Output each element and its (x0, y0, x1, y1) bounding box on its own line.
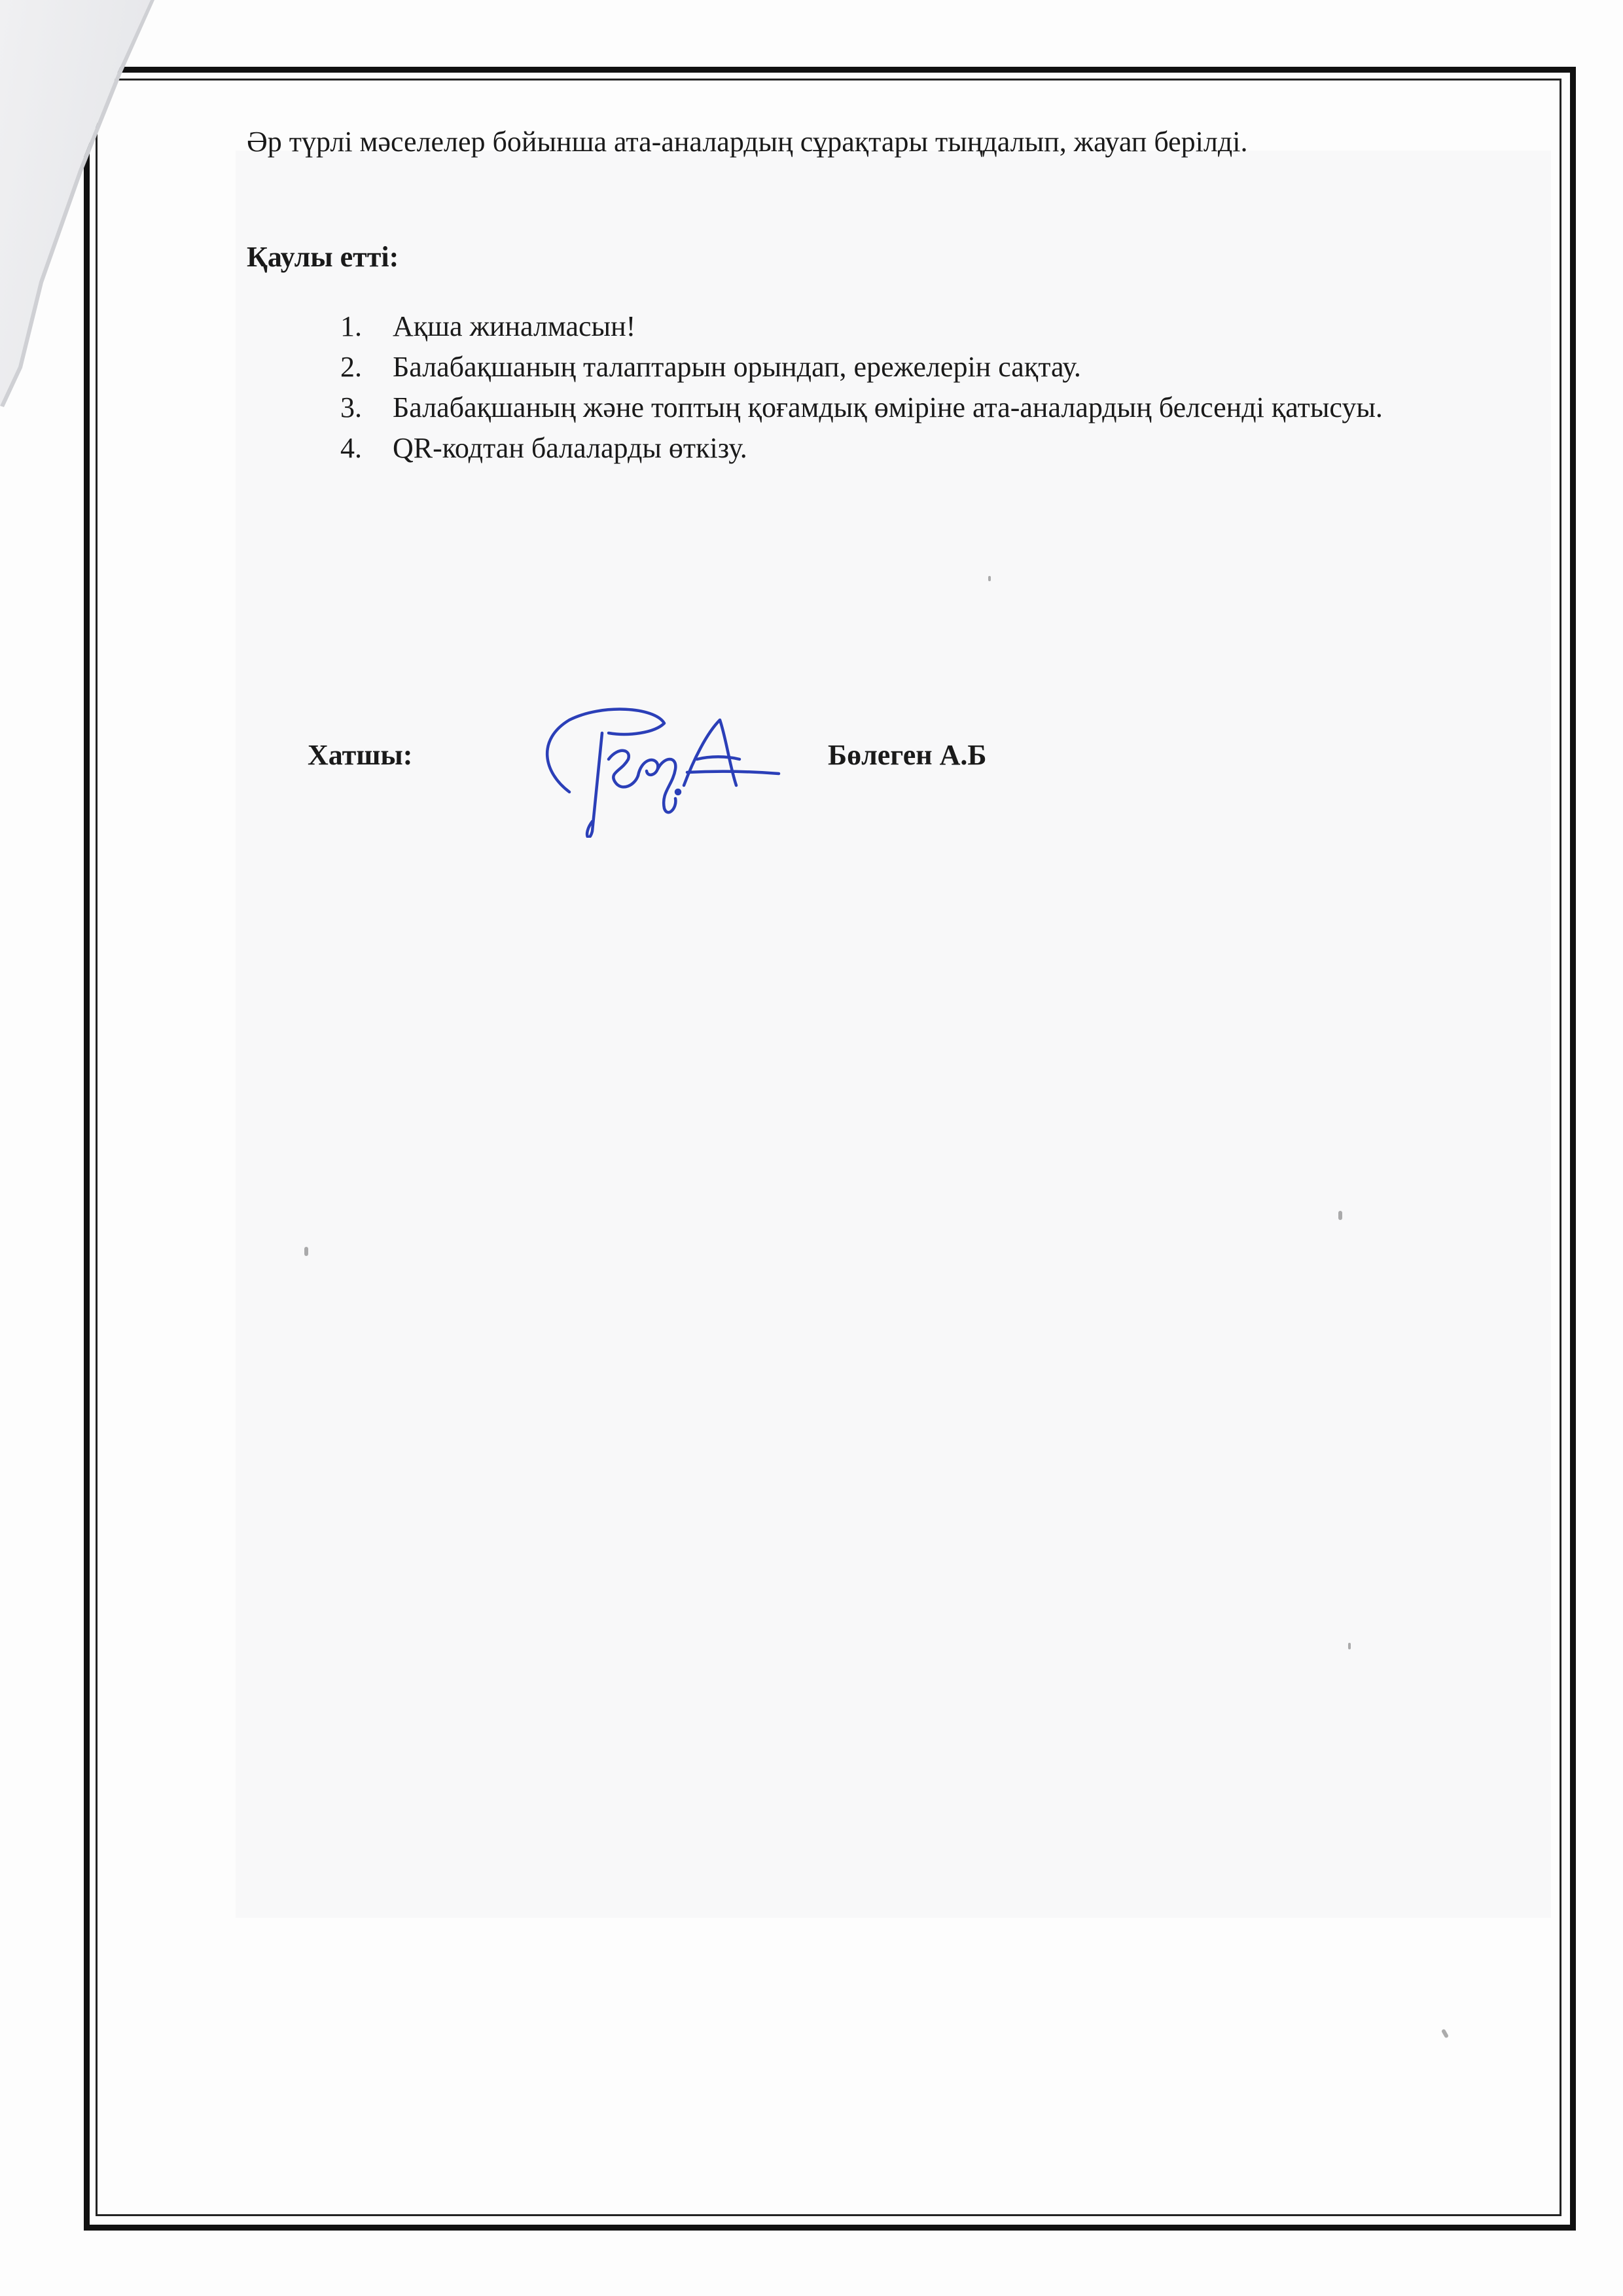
list-item-number: 2. (340, 351, 362, 383)
discussion-paragraph: Әр түрлі мәселелер бойынша ата-аналардың сұрақтары тыңдалып, жауап берілді. (247, 126, 1248, 158)
list-item-text: Ақша жиналмасын! (393, 310, 636, 342)
list-item-number: 4. (340, 432, 362, 464)
list-item (340, 387, 1505, 428)
list-item-text: QR-кодтан балаларды өткізу. (393, 432, 747, 464)
scan-speck (304, 1247, 308, 1256)
list-item-number: 3. (340, 391, 362, 423)
list-item-text: Балабақшаның және топтың қоғамдық өміріне ата-аналардың белсенді қатысуы. (393, 391, 1383, 423)
list-item (340, 428, 1505, 469)
secretary-name: Бөлеген А.Б (828, 739, 987, 771)
list-item-text: Балабақшаның талаптарын орындап, ережелерін сақтау. (393, 351, 1081, 383)
list-item (340, 347, 1505, 387)
resolution-heading: Қаулы етті: (247, 241, 399, 273)
secretary-label: Хатшы: (308, 739, 413, 771)
handwritten-signature (530, 694, 818, 838)
scan-speck (1348, 1643, 1351, 1649)
scan-speck (988, 576, 991, 581)
scan-speck (1338, 1211, 1342, 1220)
list-item (340, 306, 1505, 347)
list-item-number: 1. (340, 310, 362, 342)
decisions-list (340, 306, 1505, 469)
